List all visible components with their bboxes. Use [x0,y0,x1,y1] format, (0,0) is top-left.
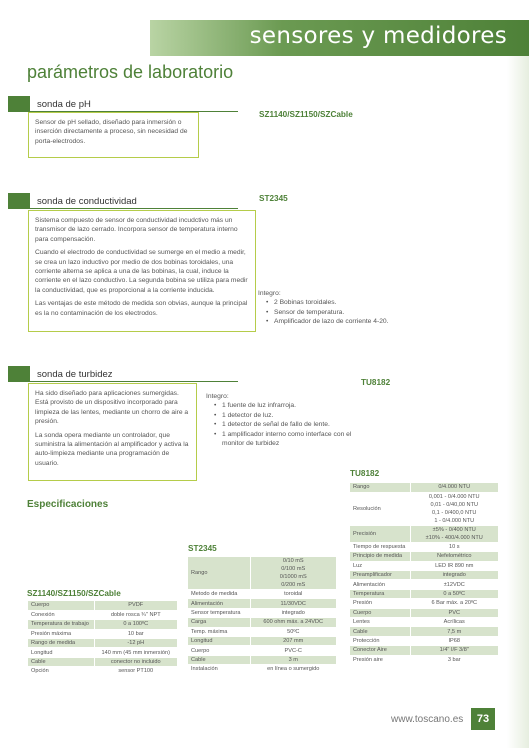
spec-value: 600 ohm máx. a 24VDC [250,618,336,627]
spec-row [28,667,177,676]
spec-value: IP68 [410,636,498,645]
spec-row [350,571,498,580]
spec-key: Metodo de medida [188,590,250,599]
spec-row [28,639,177,648]
spec-row [188,590,336,599]
spec-row [188,646,336,655]
spec-key: Resolución [350,492,410,525]
spec-value: 6 Bar máx. a 20ºC [410,599,498,608]
header-title: sensores y medidores [249,23,507,49]
spec-key: Temperatura [350,589,410,598]
spec-row [188,655,336,664]
spec-value: 0 a 100ºC [94,620,177,629]
spec-row [350,646,498,655]
spec-value: 10 s [410,542,498,551]
spec-key: Temp. máxima [188,627,250,636]
spec-value: integrado [250,608,336,617]
spec-value: PVC-C [250,646,336,655]
section-marker [8,96,30,112]
spec-row [28,610,177,619]
section-marker [8,193,30,209]
spec-key: Longitud [28,648,94,657]
spec-key: Longitud [188,636,250,645]
right-side-strip [507,56,529,748]
spec-key: Tiempo de respuesta [350,542,410,551]
spec-row [350,589,498,598]
spec-row [188,618,336,627]
spec-key: Instalación [188,665,250,674]
spec-key: Cuerpo [28,601,94,610]
spec-value: 11/30VDC [250,599,336,608]
section-label: sonda de conductividad [37,195,137,207]
spec-key: Lentes [350,618,410,627]
spec-row [350,627,498,636]
spec-row [350,552,498,561]
spec-value: 3 m [250,655,336,664]
page-number: 73 [471,708,495,730]
spec-value: doble rosca ¾" NPT [94,610,177,619]
spec-value: toroidal [250,590,336,599]
integro-label: Integro: [206,393,229,400]
spec-value: 3 bar [410,655,498,664]
spec-row [28,629,177,638]
spec-table-st [188,557,336,675]
list-item: • 1 fuente de luz infrarroja. [206,401,354,410]
spec-row [350,655,498,664]
spec-key: Presión [350,599,410,608]
description-box-ph [28,112,199,158]
spec-value: en línea o sumergido [250,665,336,674]
spec-row [188,665,336,674]
spec-row [350,636,498,645]
spec-key: Cable [350,627,410,636]
spec-title-st: ST2345 [188,544,217,553]
spec-key: Protección [350,636,410,645]
spec-row [28,620,177,629]
page-title: parámetros de laboratorio [27,62,234,82]
spec-value: 140 mm (45 mm inmersión) [94,648,177,657]
section-bar-ph [8,96,238,112]
spec-key: Rango [350,483,410,492]
spec-key: Luz [350,561,410,570]
spec-key: Alimentación [188,599,250,608]
description-box-conductividad [28,210,256,332]
spec-value: Nefelométrico [410,552,498,561]
section-bar-turbidez [8,366,238,382]
spec-title-sz: SZ1140/SZ1150/SZCable [27,589,121,598]
section-marker [8,366,30,382]
spec-key: Conexión [28,610,94,619]
spec-row [350,561,498,570]
spec-row [28,648,177,657]
spec-value: 0/10 mS 0/100 mS 0/1000 mS 0/200 mS [250,557,336,590]
spec-row [188,627,336,636]
list-item: • 1 detector de señal de fallo de lente. [206,420,354,429]
spec-value: PVC [410,608,498,617]
description-box-turbidez [28,383,197,481]
spec-key: Sensor temperatura [188,608,250,617]
paragraph: Sistema compuesto de sensor de conductividad incudctivo más un transmisor de lazo cerrado. Incorpora sensor de temperatura interno para compensación. [35,217,238,243]
spec-value: integrado [410,571,498,580]
spec-row [28,601,177,610]
spec-row [350,542,498,551]
spec-value: conector no incluido [94,657,177,666]
spec-value: -12 pH [94,639,177,648]
list-item: • 1 detector de luz. [206,411,354,420]
spec-key: Rango de medida [28,639,94,648]
spec-value: 0/4.000 NTU [410,483,498,492]
spec-value: PVDF [94,601,177,610]
list-item: • Sensor de temperatura. [258,308,458,317]
spec-value: 1/4" I/F 3/8" [410,646,498,655]
spec-value: 0,001 - 0/4.000 NTU 0,01 - 0/40,00 NTU 0,1 - 0/400,0 NTU 1 - 0/4.000 NTU [410,492,498,525]
spec-key: Alimentación [350,580,410,589]
spec-key: Cuerpo [188,646,250,655]
spec-value: 0 a 50ºC [410,589,498,598]
spec-key: Presión máxima [28,629,94,638]
spec-value: LED IR 890 nm [410,561,498,570]
spec-key: Opción [28,667,94,676]
spec-row [350,618,498,627]
spec-row [350,525,498,542]
paragraph: Sensor de pH sellado, diseñado para inmersión o inserción directamente a proceso, sin necesidad de porta-electrodos. [35,119,188,145]
spec-row [350,580,498,589]
spec-value: Acrílicas [410,618,498,627]
paragraph: Cuando el electrodo de conductividad se sumerge en el medio a medir, se crea un lazo inductivo por medio de dos bobinas toroidales, una corriente alterna se aplica a una de las bobinas, la cual, induce la corriente en el lazo conductivo. La segunda bobina se utiliza para medir la conductividad, que es proporcional a la corriente inducida. [35,249,248,294]
paragraph: Las ventajas de este método de medida son obvias, aunque la principal es la no contaminación de los electrodos. [35,300,248,317]
section-bar-conductividad [8,193,238,209]
spec-key: Cable [28,657,94,666]
spec-table-tu [350,483,498,665]
spec-key: Precisión [350,525,410,542]
spec-table-sz [28,601,177,677]
section-rule [30,381,238,382]
spec-value: sensor PT100 [94,667,177,676]
model-name-ph: SZ1140/SZ1150/SZCable [259,110,353,119]
section-label: sonda de pH [37,98,91,110]
model-name-turbidez: TU8182 [361,378,391,387]
integro-list-conductividad [258,289,458,327]
spec-row [188,608,336,617]
spec-key: Principio de medida [350,552,410,561]
list-item: • 1 amplificador interno como interface con el monitor de turbidez [206,430,354,449]
spec-row [188,636,336,645]
spec-value: 50ºC [250,627,336,636]
integro-label: Integro: [258,290,281,297]
paragraph: La sonda opera mediante un controlador, que suministra la alimentación al amplificador y activa la auto-limpieza mediante una programación de usuario. [35,431,189,467]
spec-value: 207 mm [250,636,336,645]
specs-heading: Especificaciones [27,499,109,510]
spec-row [350,608,498,617]
spec-row [350,483,498,492]
spec-key: Cuerpo [350,608,410,617]
spec-key: Carga [188,618,250,627]
integro-list-turbidez [206,392,354,448]
paragraph: Ha sido diseñado para aplicaciones sumergidas. Está provisto de un dispositivo incorporado para limpieza de las lentes, mediante un chorro de aire a presión. [35,390,189,426]
spec-value: 7,5 m [410,627,498,636]
list-item: • Amplificador de lazo de corriente 4-20. [258,317,458,326]
spec-key: Rango [188,557,250,590]
spec-row [28,657,177,666]
spec-key: Conector Aire [350,646,410,655]
spec-title-tu: TU8182 [350,469,380,478]
spec-key: Cable [188,655,250,664]
spec-row [350,492,498,525]
list-item: • 2 Bobinas toroidales. [258,298,458,307]
spec-key: Temperatura de trabajo [28,620,94,629]
spec-key: Preamplificador [350,571,410,580]
section-rule [30,208,238,209]
spec-value: 10 bar [94,629,177,638]
spec-value: ±12VDC [410,580,498,589]
spec-key: Presión aire [350,655,410,664]
spec-row [188,599,336,608]
spec-row [350,599,498,608]
footer-url: www.toscano.es [391,714,464,725]
spec-row [188,557,336,590]
model-name-conductividad: ST2345 [259,194,288,203]
spec-value: ±5% - 0/400 NTU ±10% - 400/4.000 NTU [410,525,498,542]
section-label: sonda de turbidez [37,368,113,380]
header-band [150,20,529,56]
